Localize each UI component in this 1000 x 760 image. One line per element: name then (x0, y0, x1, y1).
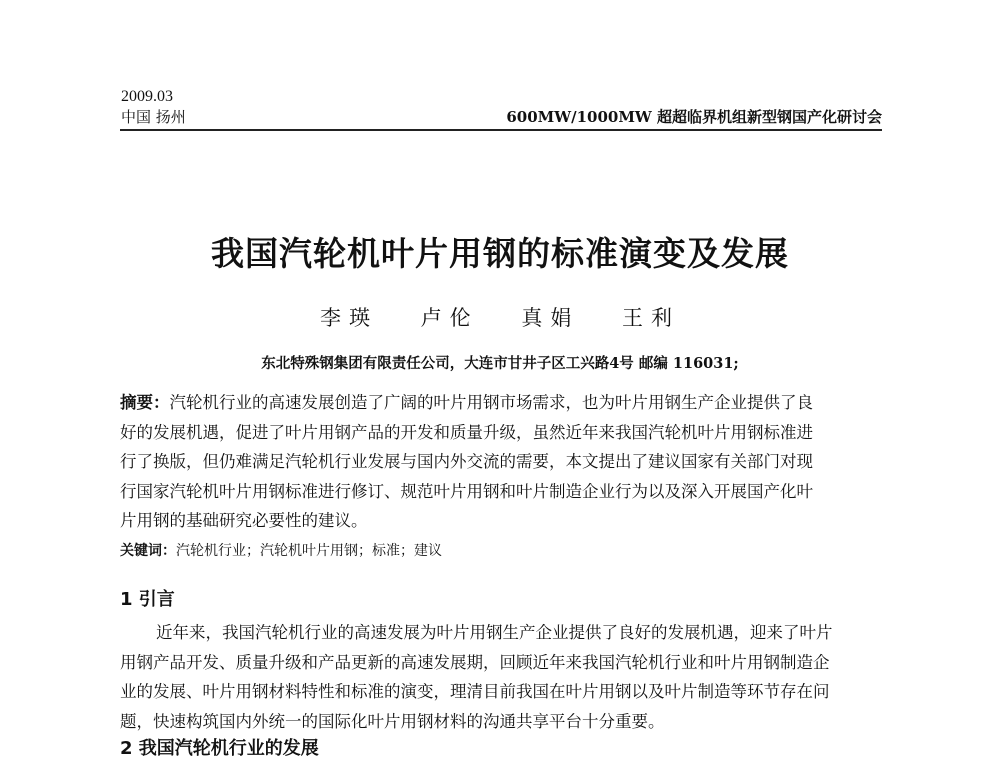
author: 王利 (622, 306, 681, 330)
author: 卢伦 (420, 306, 479, 330)
paragraph-line: 题，快速构筑国内外统一的国际化叶片用钢材料的沟通共享平台十分重要。 (120, 711, 665, 731)
paragraph-line: 业的发展、叶片用钢材料特性和标准的演变，理清目前我国在叶片用钢以及叶片制造等环节存在问 (120, 682, 830, 701)
keywords-text: 汽轮机行业；汽轮机叶片用钢；标准；建议 (176, 543, 442, 559)
section-heading: 1 引言 (120, 589, 175, 610)
header-place: 中国 扬州 (121, 108, 186, 126)
keywords-label: 关键词： (120, 543, 176, 559)
header-date: 2009.03 (121, 88, 173, 105)
header-rule (120, 129, 882, 131)
paper-title: 我国汽轮机叶片用钢的标准演变及发展 (211, 234, 789, 273)
author-list (0, 302, 1000, 332)
affiliation: 东北特殊钢集团有限责任公司，大连市甘井子区工兴路4号 邮编 116031; (261, 355, 739, 372)
abstract-line: 好的发展机遇，促进了叶片用钢产品的开发和质量升级，虽然近年来我国汽轮机叶片用钢标准进 (120, 422, 813, 442)
abstract-line: 片用钢的基础研究必要性的建议。 (120, 511, 368, 530)
abstract-line: 行国家汽轮机叶片用钢标准进行修订、规范叶片用钢和叶片制造企业行为以及深入开展国产化叶 (120, 481, 813, 501)
paragraph-line: 用钢产品开发、质量升级和产品更新的高速发展期，回顾近年来我国汽轮机行业和叶片用钢制造企 (120, 652, 830, 672)
paragraph-line: 近年来，我国汽轮机行业的高速发展为叶片用钢生产企业提供了良好的发展机遇，迎来了叶片 (156, 623, 833, 642)
abstract (120, 388, 885, 536)
section-paragraph (120, 618, 885, 736)
abstract-line (120, 388, 885, 418)
author: 真娟 (521, 306, 580, 330)
section-heading: 2 我国汽轮机行业的发展 (120, 738, 319, 759)
header-conference: 600MW/1000MW 超超临界机组新型钢国产化研讨会 (506, 108, 882, 126)
abstract-label: 摘要： (120, 393, 170, 412)
abstract-text: 汽轮机行业的高速发展创造了广阔的叶片用钢市场需求，也为叶片用钢生产企业提供了良 (169, 393, 813, 412)
keywords (120, 540, 442, 560)
author: 李瑛 (319, 306, 378, 330)
abstract-line: 行了换版，但仍难满足汽轮机行业发展与国内外交流的需要，本文提出了建议国家有关部门对现 (120, 452, 813, 471)
